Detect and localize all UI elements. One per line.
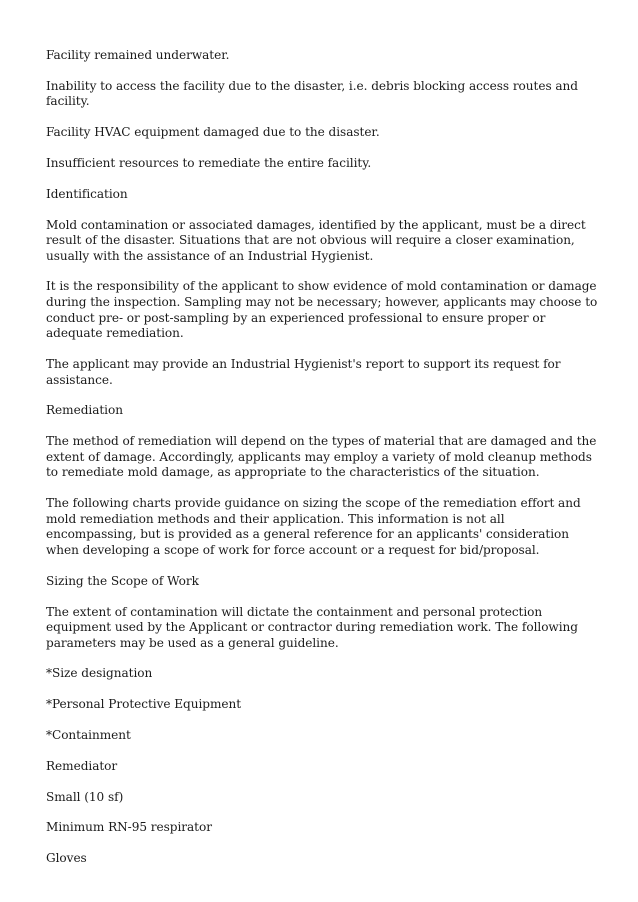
heading-remediation: Remediation [46,403,123,418]
label-personal-protective-equipment: *Personal Protective Equipment [46,697,242,712]
paragraph-remediation-method: The method of remediation will depend on the types of material that are damaged and the extent of damage. Accordingly, applicants may employ a variety of mold cleanup methods to remediate mold damage, as appropriate to the characteristics of the situation. [46,434,597,480]
paragraph-insufficient-resources: Insufficient resources to remediate the entire facility. [46,155,372,170]
paragraph-hvac-damaged: Facility HVAC equipment damaged due to the disaster. [46,125,380,140]
paragraph-mold-contamination: Mold contamination or associated damages, identified by the applicant, must be a direct result of the disaster. Situations that are not obvious will require a closer examination, usually with the assistance of an Industrial Hygienist. [46,217,586,263]
paragraph-inability-access: Inability to access the facility due to the disaster, i.e. debris blocking access routes and facility. [46,78,578,109]
paragraph-extent-contamination: The extent of contamination will dictate the containment and personal protection equipment used by the Applicant or contractor during remediation work. The following parameters may be used as a general guideline. [46,604,578,650]
label-small-size: Small (10 sf) [46,789,124,804]
paragraph-hygienist-report: The applicant may provide an Industrial Hygienist's report to support its request for assistance. [46,357,561,387]
label-respirator: Minimum RN-95 respirator [46,820,212,835]
heading-identification: Identification [46,186,128,201]
heading-sizing-scope: Sizing the Scope of Work [46,573,199,588]
document-page [46,48,598,882]
label-remediator: Remediator [46,758,118,773]
paragraph-facility-underwater: Facility remained underwater. [46,48,230,62]
label-size-designation: *Size designation [46,666,153,681]
paragraph-following-charts: The following charts provide guidance on sizing the scope of the remediation effort and mold remediation methods and their application. This information is not all encompassing, but is provided as a general reference for an applicants' consideration when developing a scope of work for force account or a request for bid/proposal. [46,496,581,557]
label-gloves: Gloves [46,851,87,866]
label-containment: *Containment [46,728,131,743]
paragraph-applicant-responsibility: It is the responsibility of the applicant to show evidence of mold contamination or damage during the inspection. Sampling may not be necessary; however, applicants may choose to conduct pre- or post-sampling by an experienced professional to ensure proper or adequate remediation. [46,279,598,341]
